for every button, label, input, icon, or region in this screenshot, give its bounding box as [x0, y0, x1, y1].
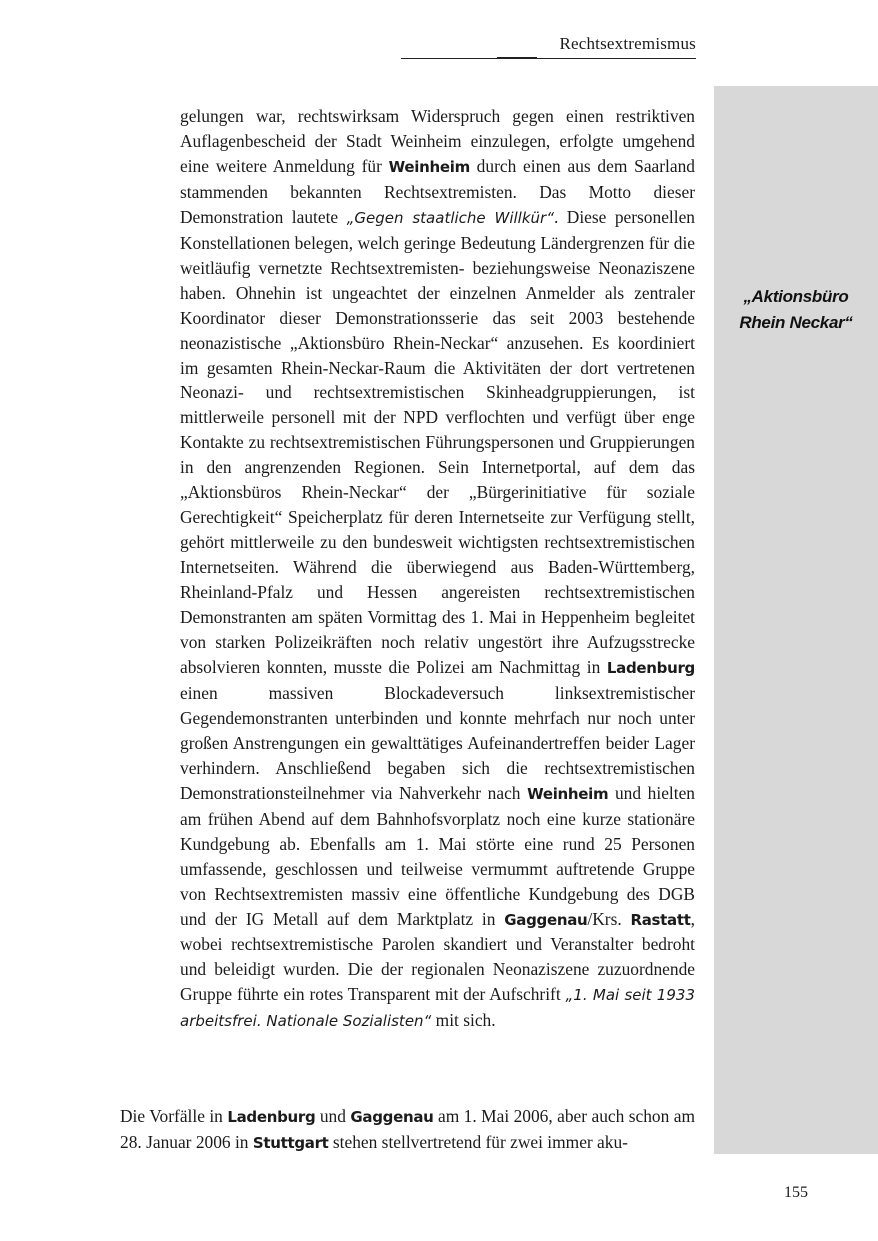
margin-note-line-2: Rhein Neckar“ — [739, 313, 853, 332]
text-run: einen massiven Blockadeversuch linksextremistischer Gegendemonstranten unterbinden und konnte mehrfach nur noch unter großen Anstrengungen ein gewalttätiges Aufeinandertreffen beider Lager verhindern. Anschließend begaben sich die rechtsextremistischen Demonstrationsteilnehmer via Nahverkehr nach — [180, 682, 695, 803]
place-name: Ladenburg — [227, 1108, 316, 1126]
page-number: 155 — [784, 1184, 808, 1201]
text-run: am 1. Mai 2006, aber auch schon am 28. Januar 2006 in — [120, 1106, 695, 1152]
place-name: Gaggenau — [504, 910, 588, 929]
text-run: mit sich. — [431, 1010, 496, 1031]
quoted-motto: „1. Mai seit 1933 arbeitsfrei. Nationale Sozialisten“ — [180, 986, 695, 1031]
body-paragraph-1 — [180, 104, 695, 1034]
text-run: . Diese personellen Konstellationen belegen, welch geringe Bedeutung Ländergrenzen für die weitläufig vernetzte Rechtsextremisten- beziehungsweise Neonaziszene haben. Ohnehin ist ungeachtet der einzelnen Anmelder als zentraler Koordinator dieser Demonstrationsserie das seit 2003 bestehende neonazistische „Aktionsbüro Rhein-Neckar“ anzusehen. Es koordiniert im gesamten Rhein-Neckar-Raum die Aktivitäten der dort vertretenen Neonazi- und rechtsextremistischen Skinheadgruppierungen, ist mittlerweile personell mit der NPD verflochten und verfügt über enge Kontakte zu rechtsextremistischen Führungspersonen und Gruppierungen in den angrenzenden Regionen. Sein Internetportal, auf dem das „Aktionsbüros Rhein-Neckar“ der „Bürgerinitiative für soziale Gerechtigkeit“ Speicherplatz für deren Internetseite zur Verfügung stellt, gehört mittlerweile zu den bundesweit wichtigsten rechtsextremistischen Internetseiten. Während die überwiegend aus Baden-Württemberg, Rheinland-Pfalz und Hessen angereisten rechtsextremistischen Demonstranten am späten Vormittag des 1. Mai in Heppenheim begleitet von starken Polizeikräften noch relativ ungestört ihre Aufzugsstrecke absolvieren konnten, musste die Polizei am Nachmittag in — [180, 206, 695, 677]
text-run: durch einen aus dem Saarland stammenden bekannten Rechtsextremisten. Das Motto dieser Demonstration lautete — [180, 155, 695, 227]
text-run: stehen stellvertretend für zwei immer aku- — [328, 1131, 628, 1152]
text-run: , wobei rechtsextremistische Parolen skandiert und Veranstalter bedroht und beleidigt wurden. Die der regionalen Neonaziszene zuzuordnende Gruppe führte ein rotes Transparent mit der Aufschrift — [180, 908, 695, 1005]
place-name: Weinheim — [388, 157, 470, 176]
place-name: Ladenburg — [606, 658, 695, 677]
text-run: und — [315, 1106, 351, 1126]
body-paragraph-2 — [120, 1104, 695, 1156]
margin-band — [714, 86, 878, 1154]
header-rule-accent — [497, 57, 537, 59]
running-head: Rechtsextremismus — [559, 34, 696, 53]
place-name: Rastatt — [630, 910, 691, 929]
place-name: Weinheim — [527, 784, 609, 803]
text-run: und hielten am frühen Abend auf dem Bahnhofsvorplatz noch eine kurze stationäre Kundgebung ab. Ebenfalls am 1. Mai störte eine rund 25 Personen umfassende, geschlossen und teilweise vermummt auftretende Gruppe von Rechtsextremisten massiv eine öffentliche Kundgebung des DGB und der IG Metall auf dem Marktplatz in — [180, 782, 696, 929]
text-run: /Krs. — [587, 908, 631, 929]
place-name: Gaggenau — [350, 1108, 434, 1126]
margin-note-line-1: „Aktionsbüro — [743, 287, 849, 306]
margin-note — [714, 284, 878, 336]
place-name: Stuttgart — [252, 1133, 329, 1152]
quoted-motto: „Gegen staatliche Willkür“ — [346, 208, 554, 227]
header-rule — [401, 58, 696, 59]
text-run: Die Vorfälle in — [120, 1106, 228, 1126]
text-run: gelungen war, rechtswirksam Widerspruch gegen einen restriktiven Auflagenbescheid der Stadt Weinheim einzulegen, erfolgte umgehend eine weitere Anmeldung für — [180, 106, 695, 176]
